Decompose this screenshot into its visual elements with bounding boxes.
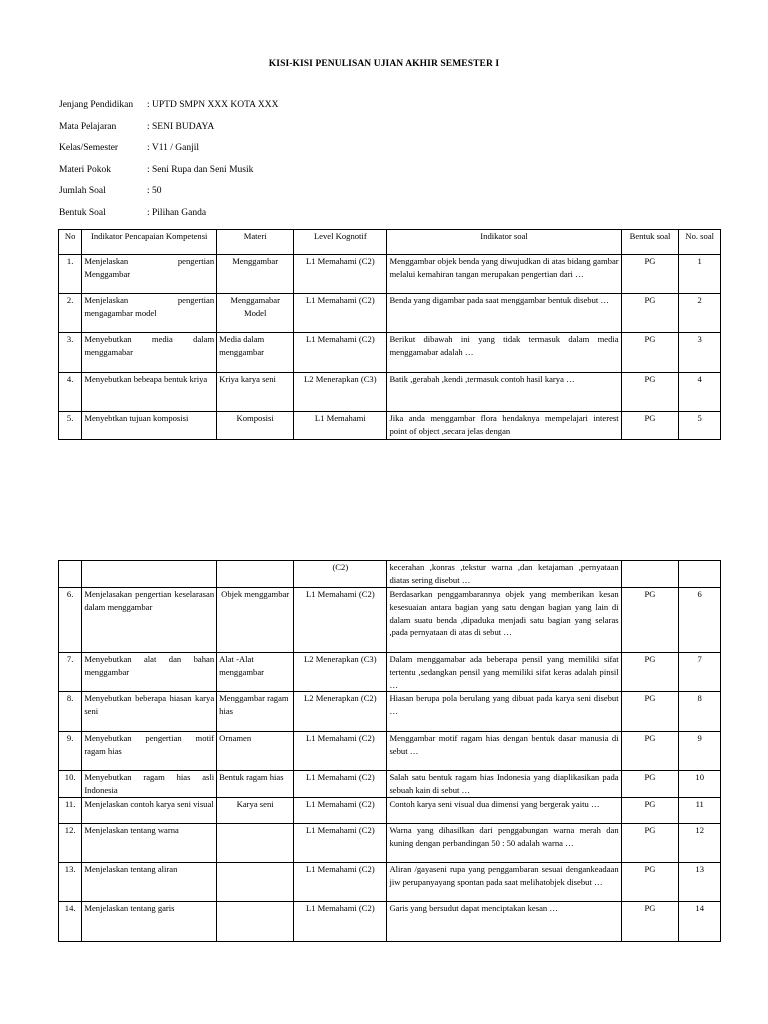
- cell-no-soal: 10: [679, 771, 721, 798]
- cell-materi: Alat -Alat menggambar: [217, 652, 294, 692]
- cell-level: L1 Memahami (C2): [294, 863, 387, 902]
- cell-indikator: Menyebutkan beberapa hiasan karya seni: [82, 692, 217, 732]
- table-row: [59, 824, 721, 863]
- cell-indikator: Menjelaskan tentang aliran: [82, 863, 217, 902]
- cell-materi: Media dalam menggambar: [217, 333, 294, 373]
- table-row: [59, 255, 721, 294]
- table-row: [59, 373, 721, 412]
- cell-indikator-soal: Aliran /gayaseni rupa yang penggambaran sesuai dengankeadaan jiw perupanyayang spontan pada saat melihatobjek disebut …: [387, 863, 621, 902]
- cell-level: L2 Menerapkan (C3): [294, 652, 387, 692]
- cell-materi: [217, 863, 294, 902]
- cell-bentuk-soal: PG: [621, 902, 679, 942]
- table-row: [59, 798, 721, 824]
- cell-no: 13.: [59, 863, 82, 902]
- cell-no: 11.: [59, 798, 82, 824]
- table-row: [59, 412, 721, 440]
- cell-indikator-soal: Menggambar motif ragam hias dengan bentuk dasar manusia di sebut …: [387, 732, 621, 771]
- cell-no: 8.: [59, 692, 82, 732]
- cell-level: L1 Memahami (C2): [294, 824, 387, 863]
- cell-bentuk-soal: PG: [621, 255, 679, 294]
- cell-bentuk-soal: PG: [621, 333, 679, 373]
- cell-indikator-soal: Berdasarkan penggambarannya objek yang memberikan kesan kesesuaian antara bagian yang satu dengan bagian yang lain di dalam suatu benda ,dipaduka menjadi satu bagian yang selaras ,pada pernyataan di atas di sebut …: [387, 587, 621, 652]
- cell-no-soal: 4: [679, 373, 721, 412]
- cell-materi: Ornamen: [217, 732, 294, 771]
- cell-level: L1 Memahami (C2): [294, 902, 387, 942]
- cell-no-soal: 14: [679, 902, 721, 942]
- meta-label: Mata Pelajaran: [59, 121, 117, 132]
- cell-bentuk-soal: PG: [621, 824, 679, 863]
- cell-no-soal: 3: [679, 333, 721, 373]
- cell-indikator-soal: Hiasan berupa pola berulang yang dibuat pada karya seni disebut …: [387, 692, 621, 732]
- cell-no: [59, 561, 82, 588]
- meta-row: [59, 143, 459, 165]
- cell-indikator: Menjelaskan tentang warna: [82, 824, 217, 863]
- cell-indikator-soal: Garis yang bersudut dapat menciptakan kesan …: [387, 902, 621, 942]
- table-row-continuation: [59, 561, 721, 588]
- cell-indikator: Menyebutkan bebeapa bentuk kriya: [82, 373, 217, 412]
- cell-bentuk-soal: PG: [621, 652, 679, 692]
- cell-no: 2.: [59, 294, 82, 333]
- cell-materi: Bentuk ragam hias: [217, 771, 294, 798]
- meta-row: [59, 122, 459, 144]
- cell-indikator-soal: Contoh karya seni visual dua dimensi yang bergerak yaitu …: [387, 798, 621, 824]
- cell-indikator: Menyebutkan media dalam menggamabar: [82, 333, 217, 373]
- cell-no-soal: 5: [679, 412, 721, 440]
- meta-value: : V11 / Ganjil: [147, 143, 199, 154]
- header-level: Level Kognotif: [294, 230, 387, 255]
- table-row: [59, 732, 721, 771]
- cell-bentuk-soal: PG: [621, 294, 679, 333]
- cell-indikator: Menjelaskan contoh karya seni visual: [82, 798, 217, 824]
- grid-table-page-1: [58, 229, 721, 440]
- cell-indikator-soal: Dalam menggamabar ada beberapa pensil yang memiliki sifat tertentu ,sedangkan pensil yang memiliki sifat keras adalah pinsil …: [387, 652, 621, 692]
- meta-value: : SENI BUDAYA: [147, 121, 215, 132]
- cell-materi: [217, 561, 294, 588]
- cell-no-soal: 11: [679, 798, 721, 824]
- cell-materi: Komposisi: [217, 412, 294, 440]
- cell-indikator: Menjelaskan tentang garis: [82, 902, 217, 942]
- meta-value: : UPTD SMPN XXX KOTA XXX: [147, 100, 279, 110]
- cell-indikator-soal: Salah satu bentuk ragam hias Indonesia yang diaplikasikan pada sebuah kain di sebut …: [387, 771, 621, 798]
- cell-no: 3.: [59, 333, 82, 373]
- cell-indikator: Menyebtkan tujuan komposisi: [82, 412, 217, 440]
- table-row: [59, 333, 721, 373]
- header-no-soal: No. soal: [679, 230, 721, 255]
- table-row: [59, 587, 721, 652]
- meta-label: Materi Pokok: [59, 164, 111, 175]
- cell-no-soal: 13: [679, 863, 721, 902]
- cell-level: L2 Menerapkan (C3): [294, 373, 387, 412]
- cell-indikator: Menjelaskan pengertian Menggambar: [82, 255, 217, 294]
- cell-indikator-soal: Jika anda menggambar flora hendaknya mempelajari interest point of object ,secara jelas dengan: [387, 412, 621, 440]
- header-bentuk-soal: Bentuk soal: [621, 230, 679, 255]
- cell-indikator: Menjelasakan pengertian keselarasan dalam menggambar: [82, 587, 217, 652]
- cell-indikator-soal: Batik ,gerabah ,kendi ,termasuk contoh hasil karya …: [387, 373, 621, 412]
- cell-bentuk-soal: PG: [621, 771, 679, 798]
- cell-no-soal: 9: [679, 732, 721, 771]
- cell-materi: Menggamabar Model: [217, 294, 294, 333]
- cell-bentuk-soal: PG: [621, 732, 679, 771]
- cell-bentuk-soal: PG: [621, 863, 679, 902]
- meta-label: Jenjang Pendidikan: [59, 100, 134, 110]
- cell-no-soal: 2: [679, 294, 721, 333]
- cell-indikator-soal: Menggambar objek benda yang diwujudkan di atas bidang gambar melalui kemahiran tangan merupakan pengertian dari …: [387, 255, 621, 294]
- cell-bentuk-soal: PG: [621, 412, 679, 440]
- document-metadata: [59, 100, 459, 230]
- cell-bentuk-soal: PG: [621, 373, 679, 412]
- table-header-row: [59, 230, 721, 255]
- table-row: [59, 692, 721, 732]
- cell-materi: [217, 824, 294, 863]
- cell-level: L1 Memahami (C2): [294, 798, 387, 824]
- meta-value: : Pilihan Ganda: [147, 207, 207, 218]
- cell-bentuk-soal: [621, 561, 679, 588]
- table-row: [59, 902, 721, 942]
- cell-level: L1 Memahami (C2): [294, 587, 387, 652]
- cell-no: 14.: [59, 902, 82, 942]
- cell-level: L1 Memahami (C2): [294, 333, 387, 373]
- header-no: No: [59, 230, 82, 255]
- cell-materi: Menggambar ragam hias: [217, 692, 294, 732]
- cell-materi: Kriya karya seni: [217, 373, 294, 412]
- cell-no: 9.: [59, 732, 82, 771]
- meta-label: Jumlah Soal: [59, 186, 106, 197]
- cell-no: 5.: [59, 412, 82, 440]
- cell-level: (C2): [294, 561, 387, 588]
- cell-level: L1 Memahami (C2): [294, 294, 387, 333]
- cell-no: 7.: [59, 652, 82, 692]
- cell-materi: Objek menggambar: [217, 587, 294, 652]
- cell-level: L1 Memahami: [294, 412, 387, 440]
- cell-indikator: Menyebutkan pengertian motif ragam hias: [82, 732, 217, 771]
- cell-no-soal: 12: [679, 824, 721, 863]
- meta-row: [59, 165, 459, 187]
- cell-no: 10.: [59, 771, 82, 798]
- cell-bentuk-soal: PG: [621, 587, 679, 652]
- header-indikator-kompetensi: Indikator Pencapaian Kompetensi: [82, 230, 217, 255]
- cell-bentuk-soal: PG: [621, 692, 679, 732]
- cell-indikator: Menjelaskan pengertian mengagambar model: [82, 294, 217, 333]
- table-row: [59, 863, 721, 902]
- cell-level: L1 Memahami (C2): [294, 732, 387, 771]
- meta-row: [59, 186, 459, 208]
- table-row: [59, 294, 721, 333]
- cell-no: 6.: [59, 587, 82, 652]
- cell-no: 4.: [59, 373, 82, 412]
- document-title: KISI-KISI PENULISAN UJIAN AKHIR SEMESTER I: [268, 59, 500, 69]
- cell-level: L1 Memahami (C2): [294, 255, 387, 294]
- cell-indikator-soal: kecerahan ,konras ,tekstur warna ,dan ketajaman ,pernyataan diatas sering disebut …: [387, 561, 621, 588]
- cell-no-soal: [679, 561, 721, 588]
- cell-materi: Karya seni: [217, 798, 294, 824]
- cell-no: 1.: [59, 255, 82, 294]
- cell-level: L2 Menerapkan (C2): [294, 692, 387, 732]
- meta-label: Kelas/Semester: [59, 143, 119, 154]
- header-indikator-soal: Indikator soal: [387, 230, 621, 255]
- table-row: [59, 652, 721, 692]
- cell-indikator-soal: Warna yang dihasilkan dari penggabungan warna merah dan kuning dengan perbandingan 50 : 50 adalah warna …: [387, 824, 621, 863]
- cell-level: L1 Memahami (C2): [294, 771, 387, 798]
- cell-no-soal: 8: [679, 692, 721, 732]
- cell-no-soal: 6: [679, 587, 721, 652]
- cell-no: 12.: [59, 824, 82, 863]
- header-materi: Materi: [217, 230, 294, 255]
- cell-indikator-soal: Berikut dibawah ini yang tidak termasuk dalam media menggamabar adalah …: [387, 333, 621, 373]
- table-row: [59, 771, 721, 798]
- cell-bentuk-soal: PG: [621, 798, 679, 824]
- cell-indikator: Menyebutkan alat dan bahan menggambar: [82, 652, 217, 692]
- meta-value: : 50: [147, 186, 162, 197]
- cell-no-soal: 1: [679, 255, 721, 294]
- grid-table-page-2: [58, 560, 721, 942]
- meta-row: [59, 100, 459, 122]
- meta-row: [59, 208, 459, 230]
- meta-value: : Seni Rupa dan Seni Musik: [147, 164, 254, 175]
- meta-label: Bentuk Soal: [59, 207, 106, 218]
- cell-no-soal: 7: [679, 652, 721, 692]
- cell-materi: [217, 902, 294, 942]
- cell-indikator: Menyebutkan ragam hias asli Indonesia: [82, 771, 217, 798]
- cell-indikator: [82, 561, 217, 588]
- cell-materi: Menggambar: [217, 255, 294, 294]
- cell-indikator-soal: Benda yang digambar pada saat menggambar bentuk disebut …: [387, 294, 621, 333]
